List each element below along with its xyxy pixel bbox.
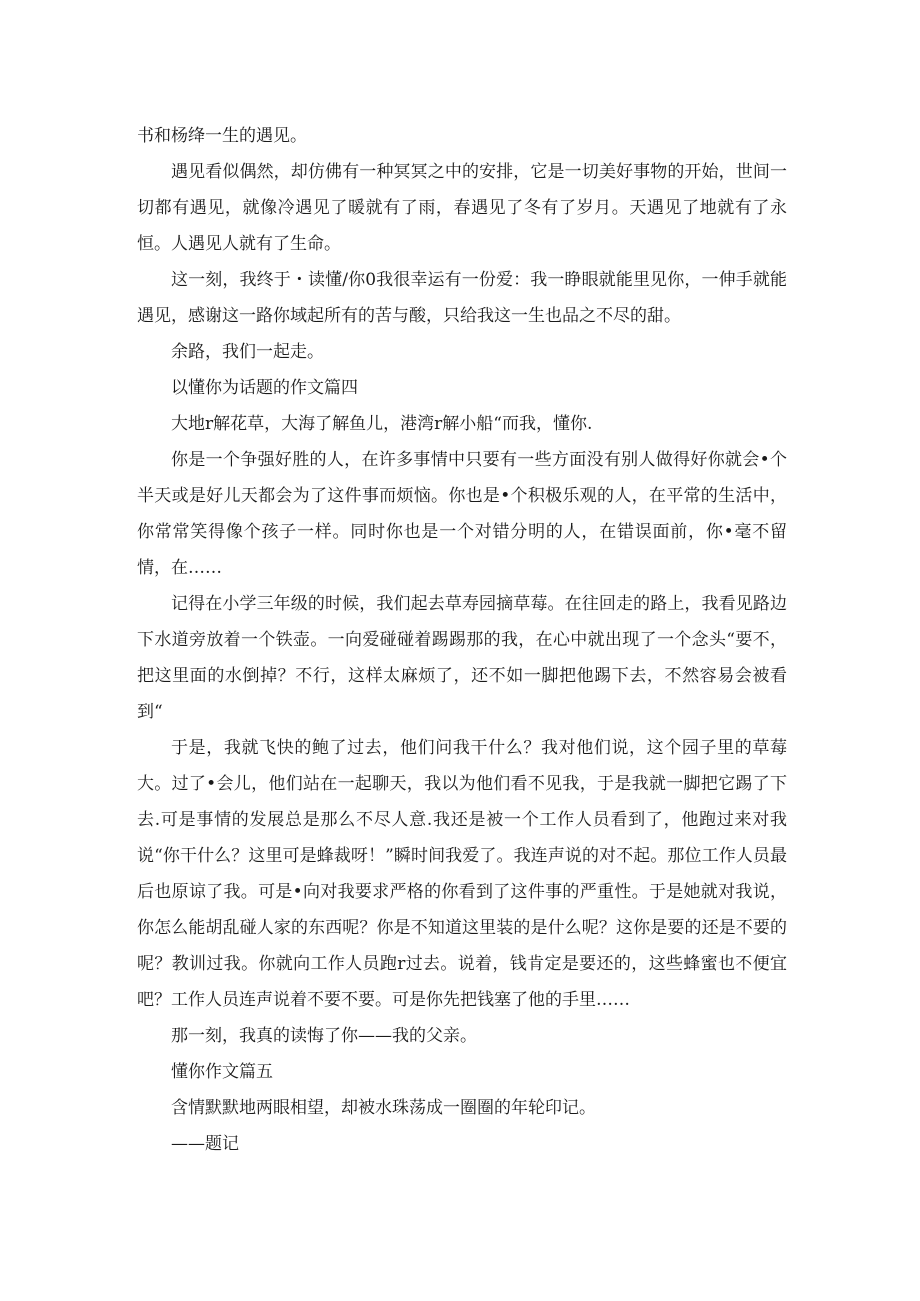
document-body [137, 118, 787, 1162]
paragraph-kicked-pot: 于是，我就飞快的鲍了过去，他们问我干什么？我对他们说，这个园子里的草莓大。过了•会儿，他们站在一起聊天，我以为他们看不见我，于是我就一脚把它踢了下去.可是事情的发展总是那么不尽人意.我还是被一个工作人员看到了，他跑过来对我说“你干什么？这里可是蜂裁呀！”瞬时间我爱了。我连声说的对不起。那位工作人员最后也原谅了我。可是•向对我要求严格的你看到了这件事的严重性。于是她就对我说，你怎么能胡乱碰人家的东西呢？你是不知道这里装的是什么呢？这你是要的还是不要的呢？教训过我。你就向工作人员跑r过去。说着，钱肯定是要还的，这些蜂蜜也不便宜吧？工作人员连声说着不要不要。可是你先把钱塞了他的手里…… [137, 738, 787, 1010]
paragraph-father: 那一刻，我真的读悔了你——我的父亲。 [171, 1026, 477, 1046]
paragraph-competitive: 你是一个争强好胜的人，在许多事情中只要有一些方面没有别人做得好你就会•个半天或是好儿天都会为了这件事而烦恼。你也是•个积极乐观的人，在平常的生活中，你常常笑得像个孩子一样。同时你也是一个对错分明的人，在错误面前，你•毫不留情，在…… [137, 450, 787, 578]
section-heading-four: 以懂你为话题的作文篇四 [171, 378, 358, 398]
section-heading-five: 懂你作文篇五 [171, 1062, 273, 1082]
paragraph-encounter: 遇见看似偶然，却仿佛有一种冥冥之中的安排，它是一切美好事物的开始，世间一切都有遇见，就像冷遇见了暖就有了雨，春遇见了冬有了岁月。天遇见了地就有了永恒。人遇见人就有了生命。 [137, 162, 787, 254]
epigraph-attribution: ——题记 [171, 1134, 239, 1154]
paragraph-this-moment: 这一刻，我终于・读懂/你0我很幸运有一份爱：我一睁眼就能里见你，一伸手就能遇见，感谢这一路你域起所有的苦与酸，只给我这一生也品之不尽的甜。 [137, 270, 787, 326]
paragraph-remaining-road: 余路，我们一起走。 [171, 342, 324, 362]
paragraph-strawberry-memory: 记得在小学三年级的时候，我们起去草寿园摘草莓。在往回走的路上，我看见路边下水道旁放着一个铁壶。一向爱碰碰着踢踢那的我，在心中就出现了一个念头“要不，把这里面的水倒掉？不行，这样太麻烦了，还不如一脚把他踢下去，不然容易会被看到“ [137, 594, 787, 722]
paragraph-earth-sea: 大地r解花草，大海了解鱼儿，港湾r解小船“而我，懂你. [171, 414, 593, 434]
paragraph-continuation: 书和杨绛一生的遇见。 [137, 126, 307, 146]
paragraph-epigraph: 含情默默地两眼相望，却被水珠荡成一圈圈的年轮印记。 [171, 1098, 596, 1118]
